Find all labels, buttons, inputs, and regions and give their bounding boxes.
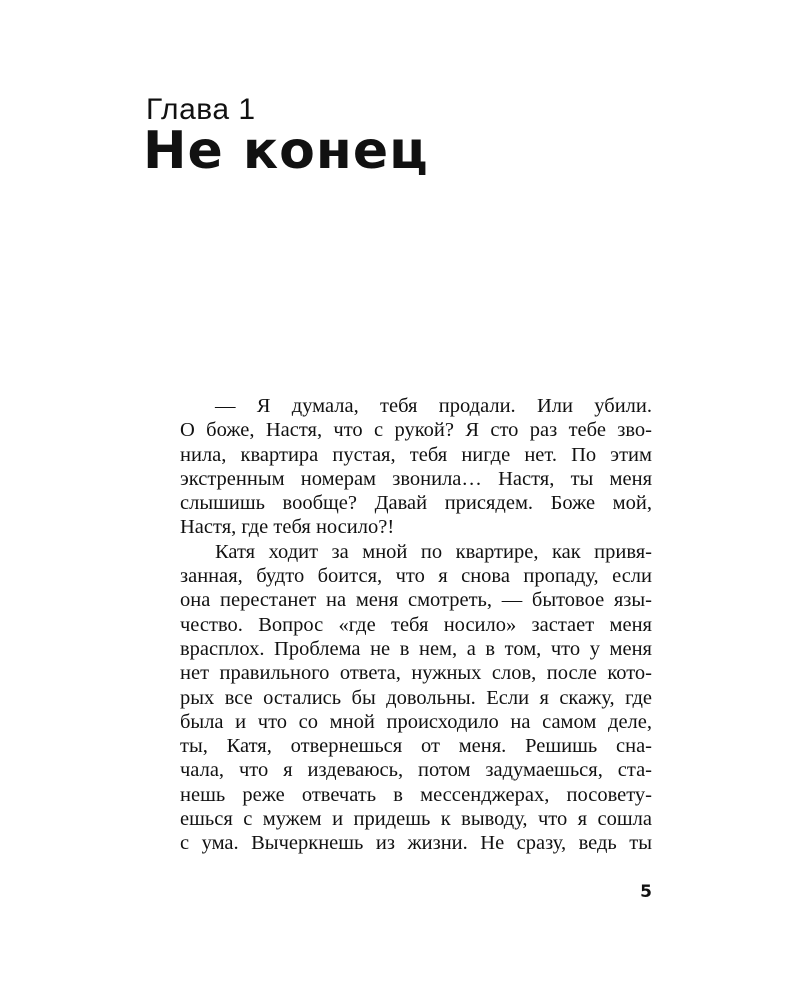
text-line: Катя ходит за мной по квартире, как привя- bbox=[215, 540, 652, 563]
text-line: была и что со мной происходило на самом деле, bbox=[180, 710, 652, 733]
text-line: нила, квартира пустая, тебя нигде нет. По этим bbox=[180, 443, 652, 466]
text-line: Настя, где тебя носило?! bbox=[180, 516, 395, 539]
chapter-title: Не конец bbox=[143, 121, 429, 181]
text-line: рых все остались бы довольны. Если я скажу, где bbox=[180, 686, 652, 709]
text-line: с ума. Вычеркнешь из жизни. Не сразу, ведь ты bbox=[180, 832, 652, 855]
text-line: слышишь вообще? Давай присядем. Боже мой, bbox=[180, 492, 652, 515]
text-line: она перестанет на меня смотреть, — бытовое язы- bbox=[180, 589, 652, 612]
paragraph-2 bbox=[145, 540, 652, 856]
text-line: — Я думала, тебя продали. Или убили. bbox=[215, 395, 652, 417]
text-line: ты, Катя, отвернешься от меня. Решишь сна- bbox=[180, 735, 652, 758]
paragraph-1 bbox=[145, 394, 652, 540]
text-line: нешь реже отвечать в мессенджерах, посовету- bbox=[180, 783, 652, 806]
page-number: 5 bbox=[640, 882, 652, 902]
text-line: нет правильного ответа, нужных слов, после кото- bbox=[180, 662, 652, 685]
text-line: экстренным номерам звонила… Настя, ты меня bbox=[180, 467, 652, 490]
chapter-label: Глава 1 bbox=[146, 93, 256, 126]
text-line: занная, будто боится, что я снова пропаду, если bbox=[180, 565, 652, 588]
text-line: чала, что я издеваюсь, потом задумаешься, ста- bbox=[180, 759, 652, 782]
text-line: О боже, Настя, что с рукой? Я сто раз тебе зво- bbox=[180, 419, 652, 442]
text-line: врасплох. Проблема не в нем, а в том, что у меня bbox=[180, 637, 652, 660]
body-text bbox=[145, 394, 652, 856]
text-line: чество. Вопрос «где тебя носило» застает меня bbox=[180, 613, 652, 636]
text-line: ешься с мужем и придешь к выводу, что я сошла bbox=[180, 808, 652, 831]
